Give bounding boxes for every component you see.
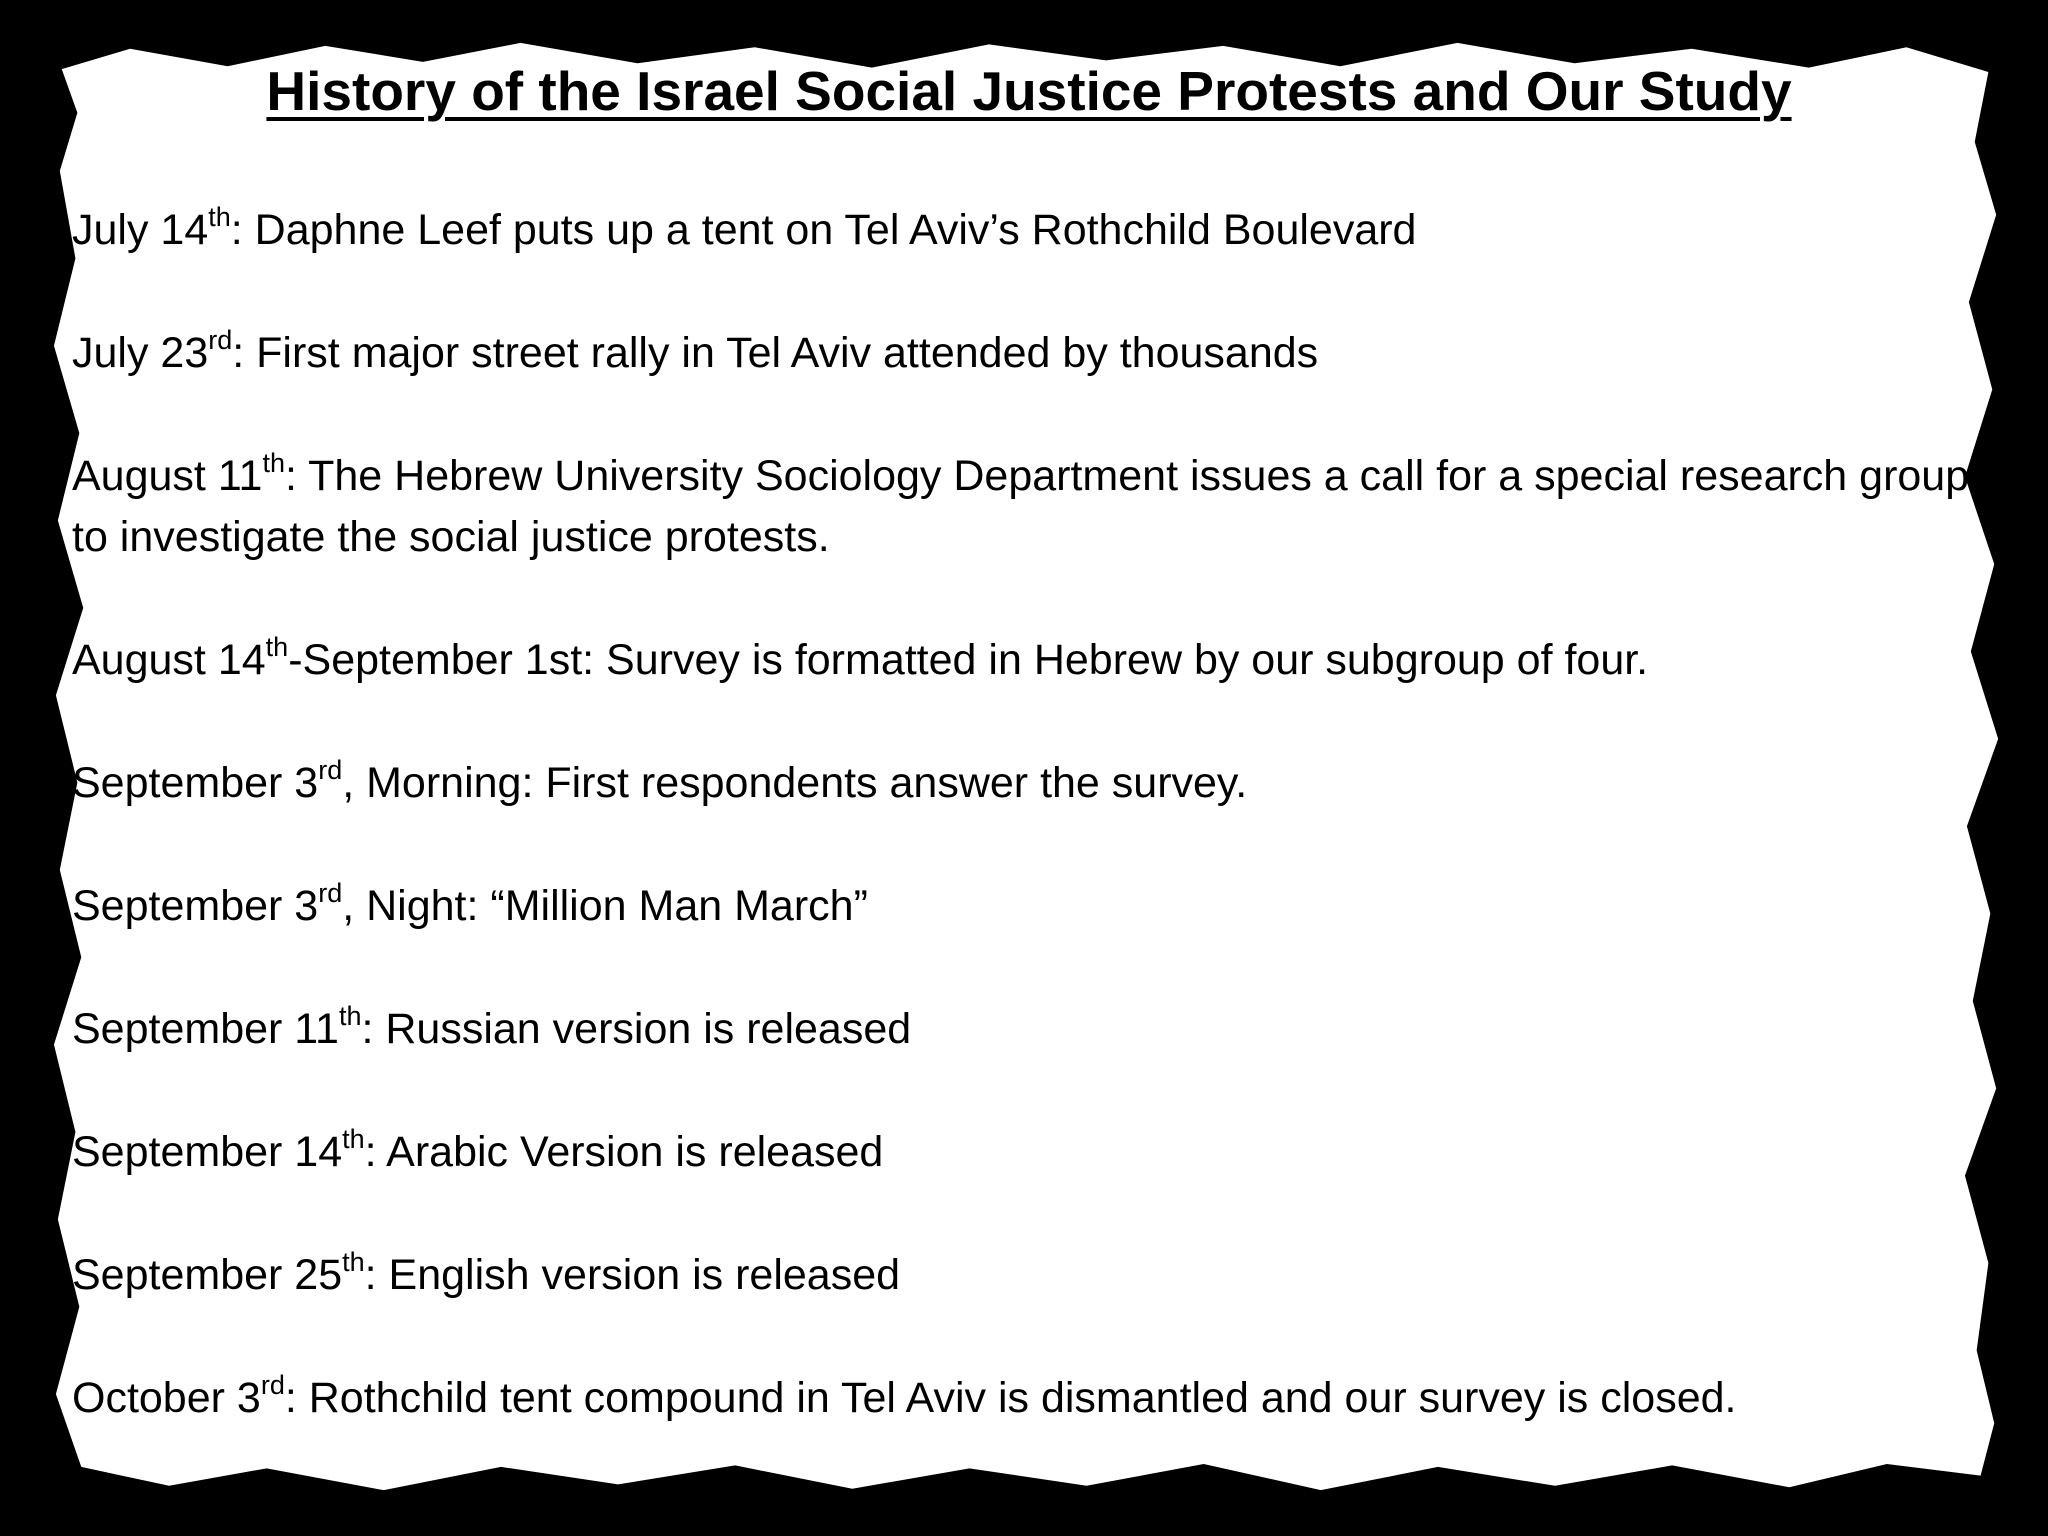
timeline-entry: [72, 1368, 2008, 1429]
timeline-entry: [72, 323, 2008, 384]
entry-date: October 3: [72, 1374, 261, 1422]
entry-text: : English version is released: [364, 1251, 901, 1299]
entry-date-suffix: rd: [318, 754, 343, 785]
entry-date-suffix: th: [342, 1123, 365, 1154]
entry-text: -September 1st: Survey is formatted in Hebrew by our subgroup of four.: [288, 636, 1649, 684]
timeline-entry: [72, 446, 2008, 568]
timeline-list: [72, 200, 2008, 1491]
slide-title: History of the Israel Social Justice Protests and Our Study: [266, 60, 1792, 122]
entry-date: September 3: [72, 882, 319, 930]
entry-date-suffix: th: [342, 1246, 365, 1277]
timeline-entry: [72, 200, 2008, 261]
timeline-entry: [72, 753, 2008, 814]
entry-date: July 14: [72, 206, 209, 254]
entry-text: : Arabic Version is released: [364, 1128, 884, 1176]
entry-date-suffix: rd: [260, 1369, 285, 1400]
timeline-entry: [72, 999, 2008, 1060]
entry-date-suffix: th: [208, 201, 231, 232]
timeline-entry: [72, 1122, 2008, 1183]
entry-text: : Russian version is released: [361, 1005, 912, 1053]
timeline-entry: [72, 630, 2008, 691]
entry-date: August 11: [72, 452, 263, 500]
entry-date: September 3: [72, 759, 319, 807]
timeline-entry: [72, 1245, 2008, 1306]
timeline-entry: [72, 876, 2008, 937]
entry-date: July 23: [72, 329, 209, 377]
entry-text: : Rothchild tent compound in Tel Aviv is dismantled and our survey is closed.: [284, 1374, 1737, 1422]
entry-date-suffix: th: [338, 1000, 362, 1031]
entry-date: September 11: [72, 1005, 339, 1053]
entry-date-suffix: rd: [208, 324, 233, 355]
entry-text: , Morning: First respondents answer the survey.: [342, 759, 1248, 807]
entry-date: September 25: [72, 1251, 343, 1299]
entry-date-suffix: th: [262, 447, 285, 478]
entry-date: August 14: [72, 636, 266, 684]
entry-text: : Daphne Leef puts up a tent on Tel Aviv’s Rothchild Boulevard: [230, 206, 1417, 254]
entry-date: September 14: [72, 1128, 343, 1176]
entry-date-suffix: th: [265, 631, 289, 662]
entry-text: : The Hebrew University Sociology Department issues a call for a special research group to investigate the social justice protests.: [72, 452, 1970, 561]
entry-text: : First major street rally in Tel Aviv attended by thousands: [232, 329, 1319, 377]
entry-date-suffix: rd: [318, 877, 343, 908]
entry-text: , Night: “Million Man March”: [342, 882, 868, 930]
